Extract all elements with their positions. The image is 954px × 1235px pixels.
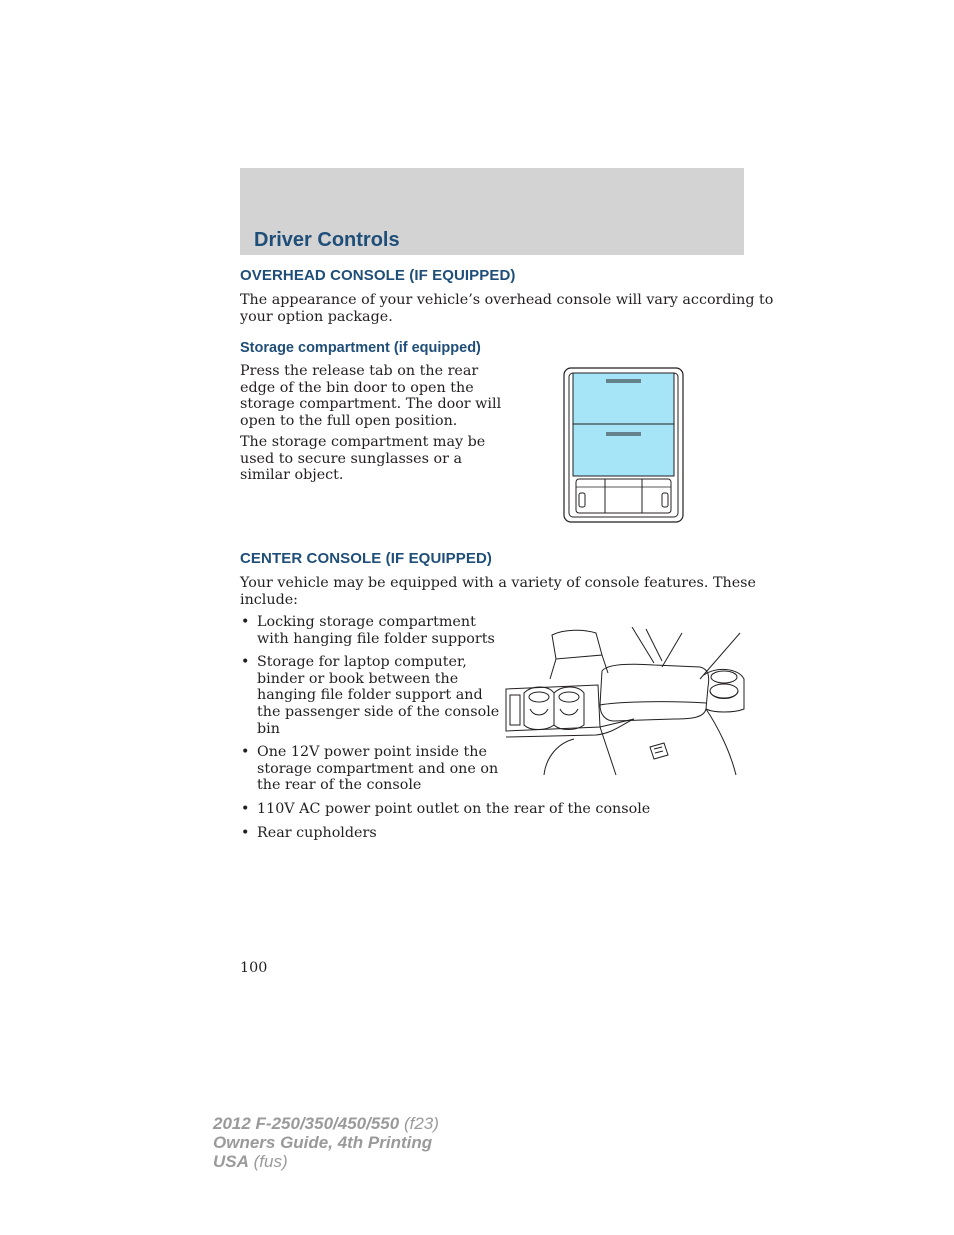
list-item: • Rear cupholders [240, 825, 650, 842]
footer-line-1: 2012 F-250/350/450/550 (f23) [213, 1114, 439, 1133]
list-item: • 110V AC power point outlet on the rear of the console [240, 801, 650, 818]
footer-line-2: Owners Guide, 4th Printing [213, 1133, 433, 1152]
storage-paragraph-2: The storage compartment may be used to secure sunglasses or a similar object. [240, 434, 486, 484]
list-item: • Locking storage compartment with hanging file folder supports [240, 614, 650, 647]
overhead-console-illustration [563, 367, 684, 523]
storage-paragraph-1: Press the release tab on the rear edge of the bin door to open the storage compartment. The door will open to the full open position. [240, 363, 502, 429]
overhead-intro: The appearance of your vehicle’s overhead console will vary according to your option package. [240, 292, 774, 325]
list-item: • Storage for laptop computer, binder or book between the hanging file folder support and the passenger side of the console bin [240, 654, 650, 737]
list-item: • One 12V power point inside the storage compartment and one on the rear of the console [240, 744, 650, 794]
center-intro: Your vehicle may be equipped with a variety of console features. These include: [240, 575, 756, 608]
header-band [240, 168, 744, 255]
center-console-heading: CENTER CONSOLE (IF EQUIPPED) [240, 550, 492, 567]
page-number: 100 [240, 960, 268, 976]
center-console-illustration [504, 627, 746, 777]
footer-line-3: USA (fus) [213, 1152, 288, 1171]
storage-compartment-heading: Storage compartment (if equipped) [240, 340, 481, 356]
section-title: Driver Controls [254, 229, 400, 251]
footer [213, 1114, 439, 1171]
overhead-console-heading: OVERHEAD CONSOLE (IF EQUIPPED) [240, 267, 516, 284]
